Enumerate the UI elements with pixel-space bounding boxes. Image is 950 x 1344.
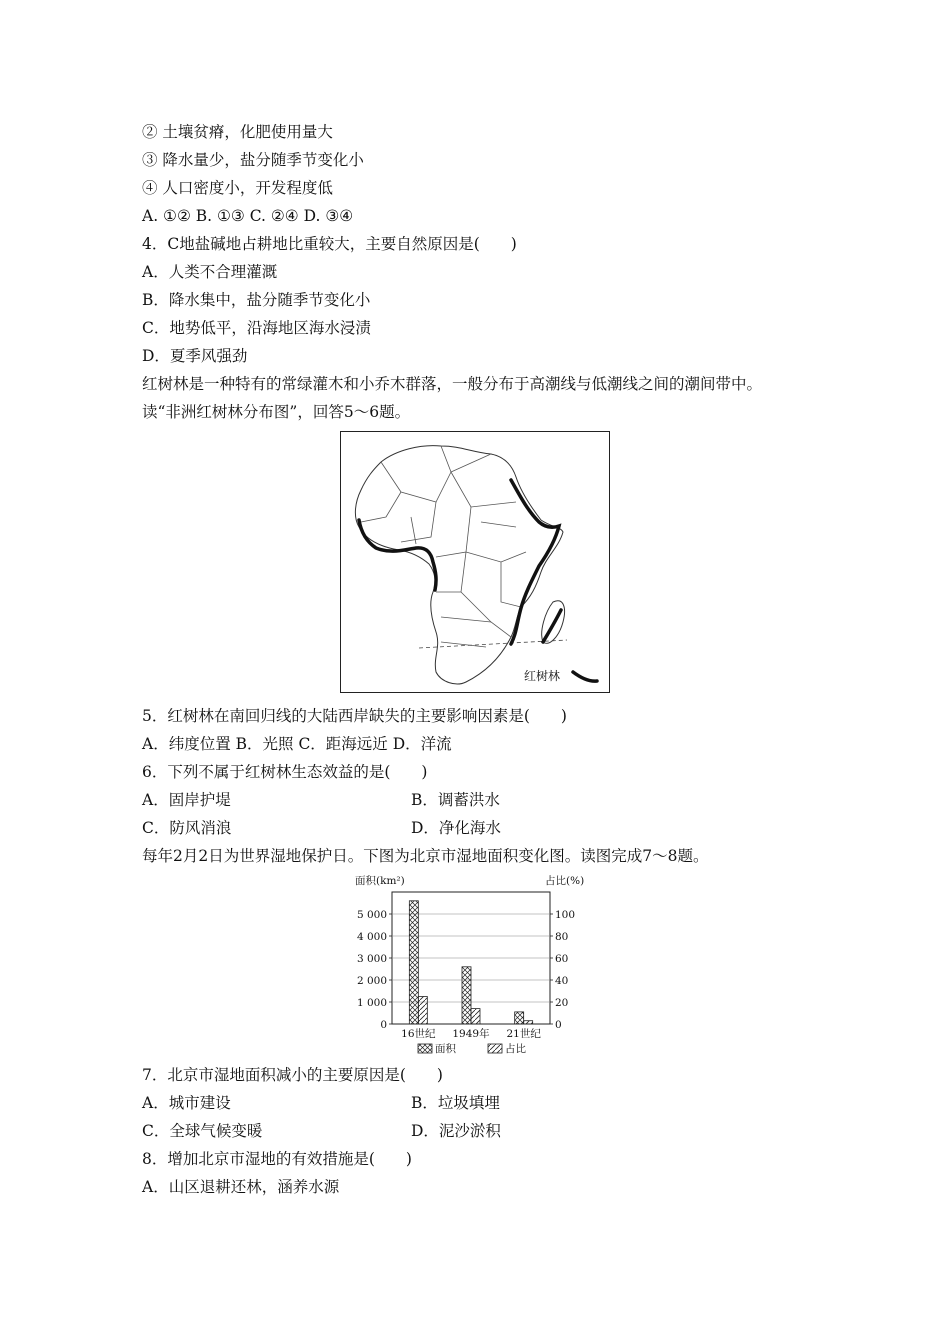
q6-option-d: D．净化海水: [411, 819, 501, 837]
y-right-tick-label: 60: [555, 953, 569, 965]
wetland-intro: 每年2月2日为世界湿地保护日。下图为北京市湿地面积变化图。读图完成7～8题。: [142, 847, 709, 865]
y-right-tick-label: 100: [555, 909, 576, 921]
q5-options: A．纬度位置 B．光照 C．距海远近 D．洋流: [142, 735, 452, 753]
legend-swatch-area: [418, 1044, 432, 1053]
y-right-tick-label: 0: [555, 1019, 562, 1031]
y-left-tick-label: 3 000: [356, 953, 387, 965]
y-left-tick-label: 1 000: [356, 997, 387, 1009]
bar-ratio-0: [418, 997, 427, 1025]
option-3-text: ③ 降水量少，盐分随季节变化小: [142, 151, 364, 169]
bar-area-1: [462, 967, 471, 1024]
bar-ratio-2: [524, 1021, 533, 1024]
q6-option-b: B．调蓄洪水: [411, 791, 500, 809]
y-left-tick-label: 5 000: [356, 909, 387, 921]
legend-line: [573, 672, 597, 681]
wetland-chart: [340, 870, 600, 1062]
q4-option-c: C．地势低平，沿海地区海水浸渍: [142, 319, 371, 337]
y-right-tick-label: 80: [555, 931, 569, 943]
mangrove-intro: 红树林是一种特有的常绿灌木和小乔木群落，一般分布于高潮线与低潮线之间的潮间带中。: [142, 375, 763, 393]
mangrove-intro-2: 读“非洲红树林分布图”，回答5～6题。: [142, 403, 411, 421]
y-right-tick-label: 20: [555, 997, 569, 1009]
q4-option-b: B．降水集中，盐分随季节变化小: [142, 291, 371, 309]
mangrove-east-coast: [511, 480, 559, 644]
q7-option-b: B．垃圾填埋: [411, 1094, 500, 1112]
question-5: 5．红树林在南回归线的大陆西岸缺失的主要影响因素是( ): [142, 707, 567, 725]
option-4-text: ④ 人口密度小，开发程度低: [142, 179, 333, 197]
ylabel-left: 面积(km²): [355, 875, 405, 887]
africa-outline: [355, 446, 563, 684]
q7-option-d: D．泥沙淤积: [411, 1122, 501, 1140]
q4-option-d: D．夏季风强劲: [142, 347, 248, 365]
q7-option-a: A．城市建设: [142, 1094, 231, 1112]
y-right-tick-label: 40: [555, 975, 569, 987]
y-left-tick-label: 4 000: [356, 931, 387, 943]
bar-ratio-1: [471, 1009, 480, 1024]
bar-area-0: [409, 901, 418, 1024]
x-tick-label: 21世纪: [506, 1028, 541, 1040]
legend-label-ratio: 占比: [505, 1043, 526, 1055]
q4-option-a: A．人类不合理灌溉: [142, 263, 278, 281]
legend-swatch-ratio: [488, 1044, 502, 1053]
y-left-tick-label: 2 000: [356, 975, 387, 987]
y-left-tick-label: 0: [380, 1019, 387, 1031]
x-tick-label: 16世纪: [401, 1028, 436, 1040]
map-legend-label: 红树林: [524, 669, 561, 683]
option-2-text: ② 土壤贫瘠，化肥使用量大: [142, 123, 333, 141]
q7-option-c: C．全球气候变暖: [142, 1122, 263, 1140]
ylabel-right: 占比(%): [545, 875, 585, 887]
question-7: 7．北京市湿地面积减小的主要原因是( ): [142, 1066, 443, 1084]
x-tick-label: 1949年: [452, 1028, 490, 1040]
question-6: 6．下列不属于红树林生态效益的是( ): [142, 763, 428, 781]
q6-option-c: C．防风消浪: [142, 819, 232, 837]
question-8: 8．增加北京市湿地的有效措施是( ): [142, 1150, 412, 1168]
q8-option-a: A．山区退耕还林，涵养水源: [142, 1178, 340, 1196]
q6-option-a: A．固岸护堤: [142, 791, 231, 809]
q3-choices: A. ①② B. ①③ C. ②④ D. ③④: [142, 207, 354, 225]
bar-area-2: [515, 1012, 524, 1024]
africa-mangrove-map: [340, 431, 610, 693]
mangrove-west-coast: [359, 520, 436, 590]
legend-label-area: 面积: [435, 1043, 456, 1055]
question-4: 4．C地盐碱地占耕地比重较大，主要自然原因是( ): [142, 235, 517, 253]
